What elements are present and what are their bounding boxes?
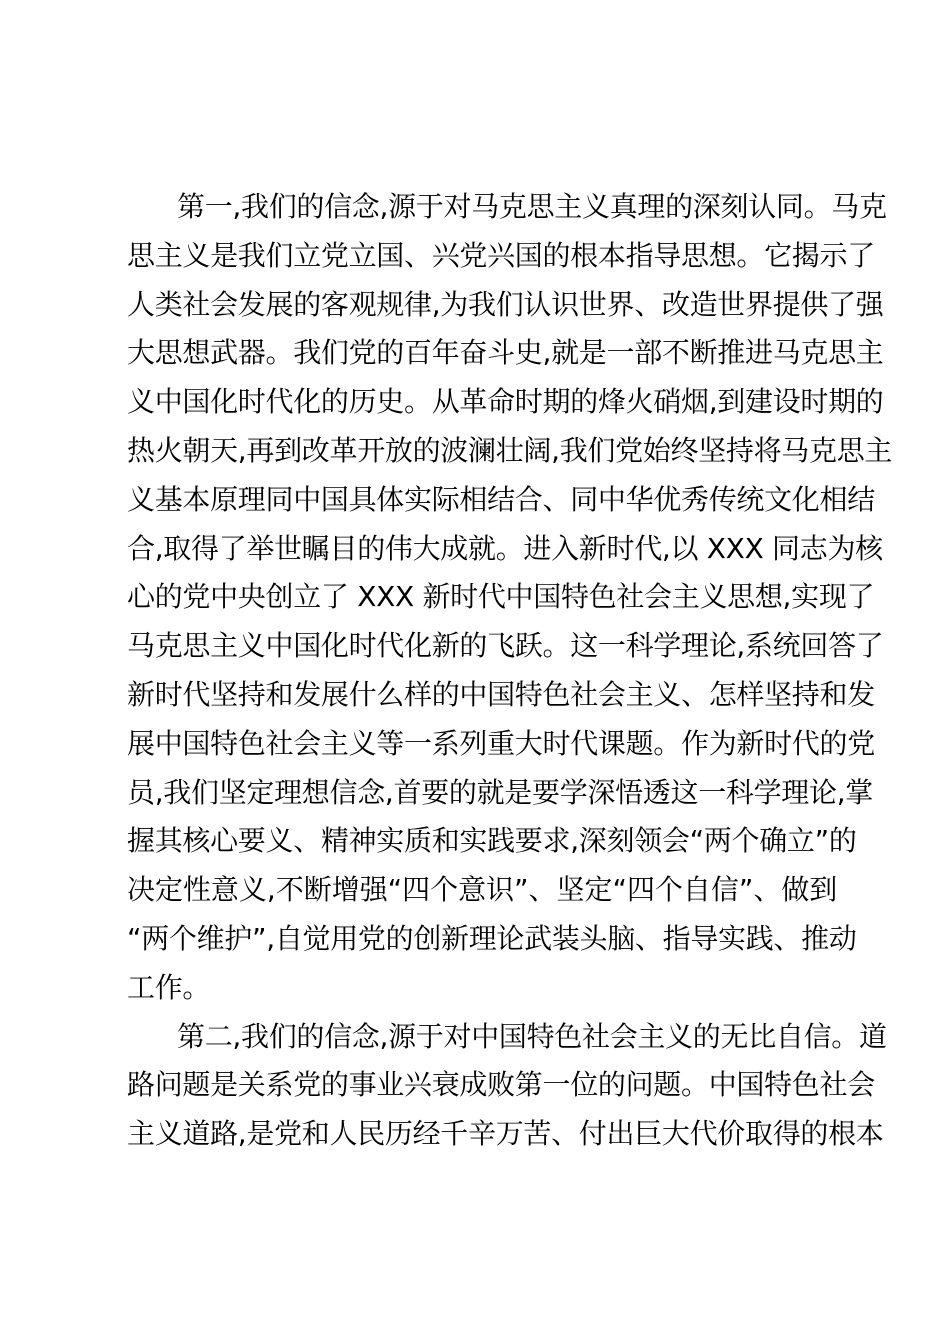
paragraph-1-line: 展中国特色社会主义等一系列重大时代课题。作为新时代的党 xyxy=(127,726,875,760)
paragraph-1-line: 第一,我们的信念,源于对马克思主义真理的深刻认同。马克 xyxy=(177,190,887,223)
paragraph-2-line: 路问题是关系党的事业兴衰成败第一位的问题。中国特色社会 xyxy=(127,1068,875,1102)
paragraph-1-line: 新时代坚持和发展什么样的中国特色社会主义、怎样坚持和发 xyxy=(127,677,875,711)
paragraph-1-line: 心的党中央创立了 XXX 新时代中国特色社会主义思想,实现了 xyxy=(127,580,875,614)
paragraph-1-line: 热火朝天,再到改革开放的波澜壮阔,我们党始终坚持将马克思主 xyxy=(127,433,893,467)
paragraph-1-line: 合,取得了举世瞩目的伟大成就。进入新时代,以 XXX 同志为核 xyxy=(127,531,883,565)
paragraph-1 xyxy=(127,183,893,1013)
paragraph-1-line: 握其核心要义、精神实质和实践要求,深刻领会“两个确立”的 xyxy=(127,824,857,858)
paragraph-1-line: 决定性意义,不断增强“四个意识”、坚定“四个自信”、做到 xyxy=(127,873,837,907)
paragraph-1-line: 人类社会发展的客观规律,为我们认识世界、改造世界提供了强 xyxy=(127,287,884,321)
paragraph-1-line: 马克思主义中国化时代化新的飞跃。这一科学理论,系统回答了 xyxy=(127,629,884,663)
paragraph-2 xyxy=(127,1013,887,1159)
paragraph-1-line: 工作。 xyxy=(127,970,211,1004)
paragraph-1-line: “两个维护”,自觉用党的创新理论武装头脑、指导实践、推动 xyxy=(127,921,857,955)
paragraph-1-line: 义中国化时代化的历史。从革命时期的烽火硝烟,到建设时期的 xyxy=(127,385,884,419)
document-body xyxy=(127,183,893,1159)
paragraph-2-line: 第二,我们的信念,源于对中国特色社会主义的无比自信。道 xyxy=(177,1019,887,1053)
paragraph-2-line: 主义道路,是党和人民历经千辛万苦、付出巨大代价取得的根本 xyxy=(127,1117,884,1151)
paragraph-1-line: 大思想武器。我们党的百年奋斗史,就是一部不断推进马克思主 xyxy=(127,336,884,370)
paragraph-1-line: 义基本原理同中国具体实际相结合、同中华优秀传统文化相结 xyxy=(127,482,875,516)
paragraph-1-line: 思主义是我们立党立国、兴党兴国的根本指导思想。它揭示了 xyxy=(127,238,875,272)
paragraph-1-line: 员,我们坚定理想信念,首要的就是要学深悟透这一科学理论,掌 xyxy=(127,775,874,809)
